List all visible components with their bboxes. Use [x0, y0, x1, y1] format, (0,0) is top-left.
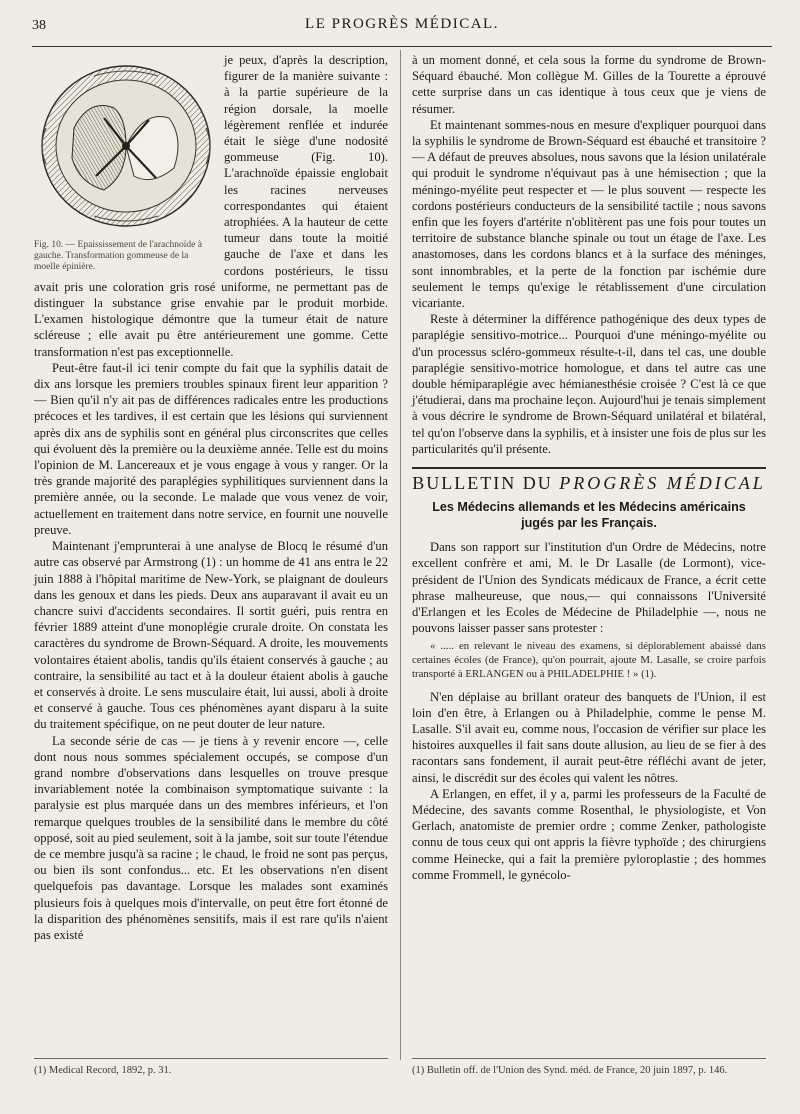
bulletin-heading — [412, 473, 766, 494]
header-rule — [32, 46, 772, 47]
left-paragraph-2: Peut-être faut-il ici tenir compte du fait que la syphilis datait de dix ans lorsque les premiers troubles spinaux firent leur apparition ? — Bien qu'il n'y ait pas de différences radicales entre les productions précoces et les tardives, il est certain que les lésions qui surviennent après dix ans de syphilis sont en général plus circonscrites que celles qui évoluent dès la première ou la deuxième année. Telle est du moins l'opinion de M. Lancereaux et je vous engage à vous y ranger. Or la très grande majorité des paraplégies syphilitiques surviennent dans la première année, ou la seconde. Le malade que vous venez de voir, actuellement en traitement dans notre service, en fournit une nouvelle preuve. — [34, 360, 388, 537]
right-paragraph-2: Et maintenant sommes-nous en mesure d'expliquer pourquoi dans la syphilis le syndrome de Brown-Séquard est ébauché et transitoire ? — A défaut de preuves absolues, nous savons que la lésion unilatérale qui produit le syndrome n'équivaut pas à une hémisection ; que la méningo-myélite peut respecter et — le plus souvent — respecte les cordons postérieurs conducteurs de la sensibilité tactile ; nous savons enfin que les foyers d'artérite n'oblitèrent pas une fois pour toutes un territoire de substance blanche spinale ou tout un étage de l'axe. Les anastomoses, dans les cordons blancs et à la surface des méninges, sont innombrables, et la perte de la fonction par ischémie dure seulement le temps qu'exige le rétablissement d'une circulation vicariante. — [412, 117, 766, 311]
right-paragraph-5: N'en déplaise au brillant orateur des banquets de l'Union, il est loin d'en être, à Erlangen ou à Philadelphie, comme le pense M. Lasalle. S'il avait eu, comme nous, l'occasion de vérifier sur place les histoires auxquelles il fait sans doute allusion, au lieu de se fier à des racontars sans fondement, il aurait peut-être réfléchi avant de jeter, ainsi, le discrédit sur des écoles qui valent les nôtres. — [412, 689, 766, 785]
right-footnote: (1) Bulletin off. de l'Union des Synd. méd. de France, 20 juin 1897, p. 146. — [412, 1065, 728, 1076]
figure-10 — [34, 58, 214, 270]
right-footnote-area — [412, 1058, 766, 1076]
page-number: 38 — [32, 18, 46, 33]
right-paragraph-6: A Erlangen, en effet, il y a, parmi les professeurs de la Faculté de Médecine, des savants comme Rosenthal, le physiologiste, et Von Gerlach, anatomiste de premier ordre ; comme Zenker, pathologiste connu de tous ceux qui ont appris la fièvre typhoïde ; des chirurgiens comme Heinecke, qui a fait la première pyloroplastie ; des hommes comme Frommell, le gynécolo- — [412, 786, 766, 882]
right-paragraph-3: Reste à déterminer la différence pathogénique des deux types de paraplégie sensitivo-motrice... Pourquoi d'une méningo-myélite ou d'un processus scléro-gommeux résulte-t-il, dans tel cas, une double paraplégie sensitivo-motrice homologue, et dans tel autre cas une double hémiparaplégie avec hémianesthésie croisée ? C'est là ce que j'étudierai, dans ma prochaine leçon. Aujourd'hui je tenais simplement à vous décrire le syndrome de Brown-Séquard unilatéral et bilatéral, tel qu'on l'observe dans la syphilis, et à insister une fois de plus sur les particularités qu'il présente. — [412, 312, 766, 456]
left-footnote-area — [34, 1058, 388, 1076]
right-paragraph-4: Dans son rapport sur l'institution d'un Ordre de Médecins, notre excellent confrère et ami, M. le Dr Lasalle (de Lormont), vice-président de l'Union des Syndicats médicaux de France, a écrit cette phrase malheureuse, que nous,— qui connaissons l'Université d'Erlangen et les Ecoles de Médecine de Philadelphie —, nous ne pouvons laisser passer sans protester : — [412, 540, 766, 636]
column-divider — [400, 50, 401, 1060]
left-paragraph-1: je peux, d'après la description, figurer de la manière suivante : à la partie supérieure de la région dorsale, la moelle légèrement renflée et indurée était le siège d'une nodosité gommeuse (Fig. 10). L'arachnoïde épaissie englobait les racines nerveuses correspondantes qui étaient atrophiées. A la hauteur de cette tumeur dans toute la moitié gauche de l'axe et dans les cordons postérieurs, le tissu avait pris une coloration gris rosé uniforme, ne permettant pas de distinguer la substance grise envahie par le produit morbide. L'examen histologique démontre que la tumeur était de nature scléreuse ; elle avait pu être antérieurement une gomme. Cette transformation n'est pas exceptionnelle. — [34, 53, 388, 359]
bulletin-rule — [412, 467, 766, 469]
left-footnote: (1) Medical Record, 1892, p. 31. — [34, 1065, 172, 1076]
bulletin-italic: PROGRÈS MÉDICAL — [559, 473, 766, 494]
left-paragraph-3: Maintenant j'emprunterai à une analyse de Blocq le résumé d'un autre cas observé par Armstrong (1) : un homme de 41 ans entra le 22 juin 1888 à l'hôpital maritime de New-York, se plaignant de douleurs dans les genoux et dans les pieds. Deux ans auparavant il avait eu un chancre suivi d'accidents secondaires. Il sortit guéri, puis rentra en février 1889 atteint d'une monoplégie crurale droite. On constata les caractères du syndrome de Brown-Séquard. A droite, les mouvements volontaires étaient abolis, tandis qu'ils étaient conservés à gauche ; au contraire, la sensibilité au tact et à la douleur étaient abolis à gauche et conservés à droite. Le sens musculaire était, lui aussi, aboli à droite et conservé à gauche. Tous ces phénomènes ayant disparu à la suite du traitement spécifique, on ne peut douter de leur nature. — [34, 539, 388, 732]
footnote-rule — [34, 1058, 388, 1059]
figure-caption: Fig. 10. — Epaississement de l'arachnoïde à gauche. Transformation gommeuse de la moelle épinière. — [34, 240, 202, 272]
page-header — [32, 14, 772, 36]
left-column — [34, 52, 388, 943]
footnote-rule — [412, 1058, 766, 1059]
left-paragraph-4: La seconde série de cas — je tiens à y revenir encore —, celle dont nous nous sommes spécialement occupés, se compose d'un grand nombre d'observations dans lesquelles on trouve presque invariablement notée la combinaison symptomatique suivante : la paralysie est plus marquée dans un des membres inférieurs, et l'on remarque quelques troubles de la sensibilité dans le membre du côté opposé, soit au pied seulement, soit à la jambe, soit sur toute l'étendue de ce membre jusqu'à sa racine ; le chaud, le froid ne sont pas perçus, ou bien ils sont confondus... etc. Et les observations n'en disent quelquefois pas davantage. Lorsque les malades sont examinés plusieurs fois à quelques mois d'intervalle, on peut être fort étonné de la disparition des phénomènes sensitifs, mais il est rare qu'ils n'aient pas existé — [34, 733, 388, 942]
quotation: « ..... en relevant le niveau des examens, si déplorablement abaissé dans certaines écoles (de France), qu'on pourrait, ajoute M. Lasalle, se croire parfois transporté à ERLANGEN ou à PHILADELPHIE ! » (1). — [412, 639, 766, 680]
right-paragraph-1: à un moment donné, et cela sous la forme du syndrome de Brown-Séquard ébauché. Mon collègue M. Gilles de la Tourette a éprouvé cette surprise dans un cas identique à tous ceux que je viens de résumer. — [412, 53, 766, 116]
running-head: LE PROGRÈS MÉDICAL. — [305, 16, 499, 32]
right-column — [412, 52, 766, 883]
article-title: Les Médecins allemands et les Médecins américains jugés par les Français. — [432, 500, 746, 531]
spinal-cord-illustration — [34, 58, 214, 236]
bulletin-prefix: BULLETIN DU — [412, 473, 553, 494]
